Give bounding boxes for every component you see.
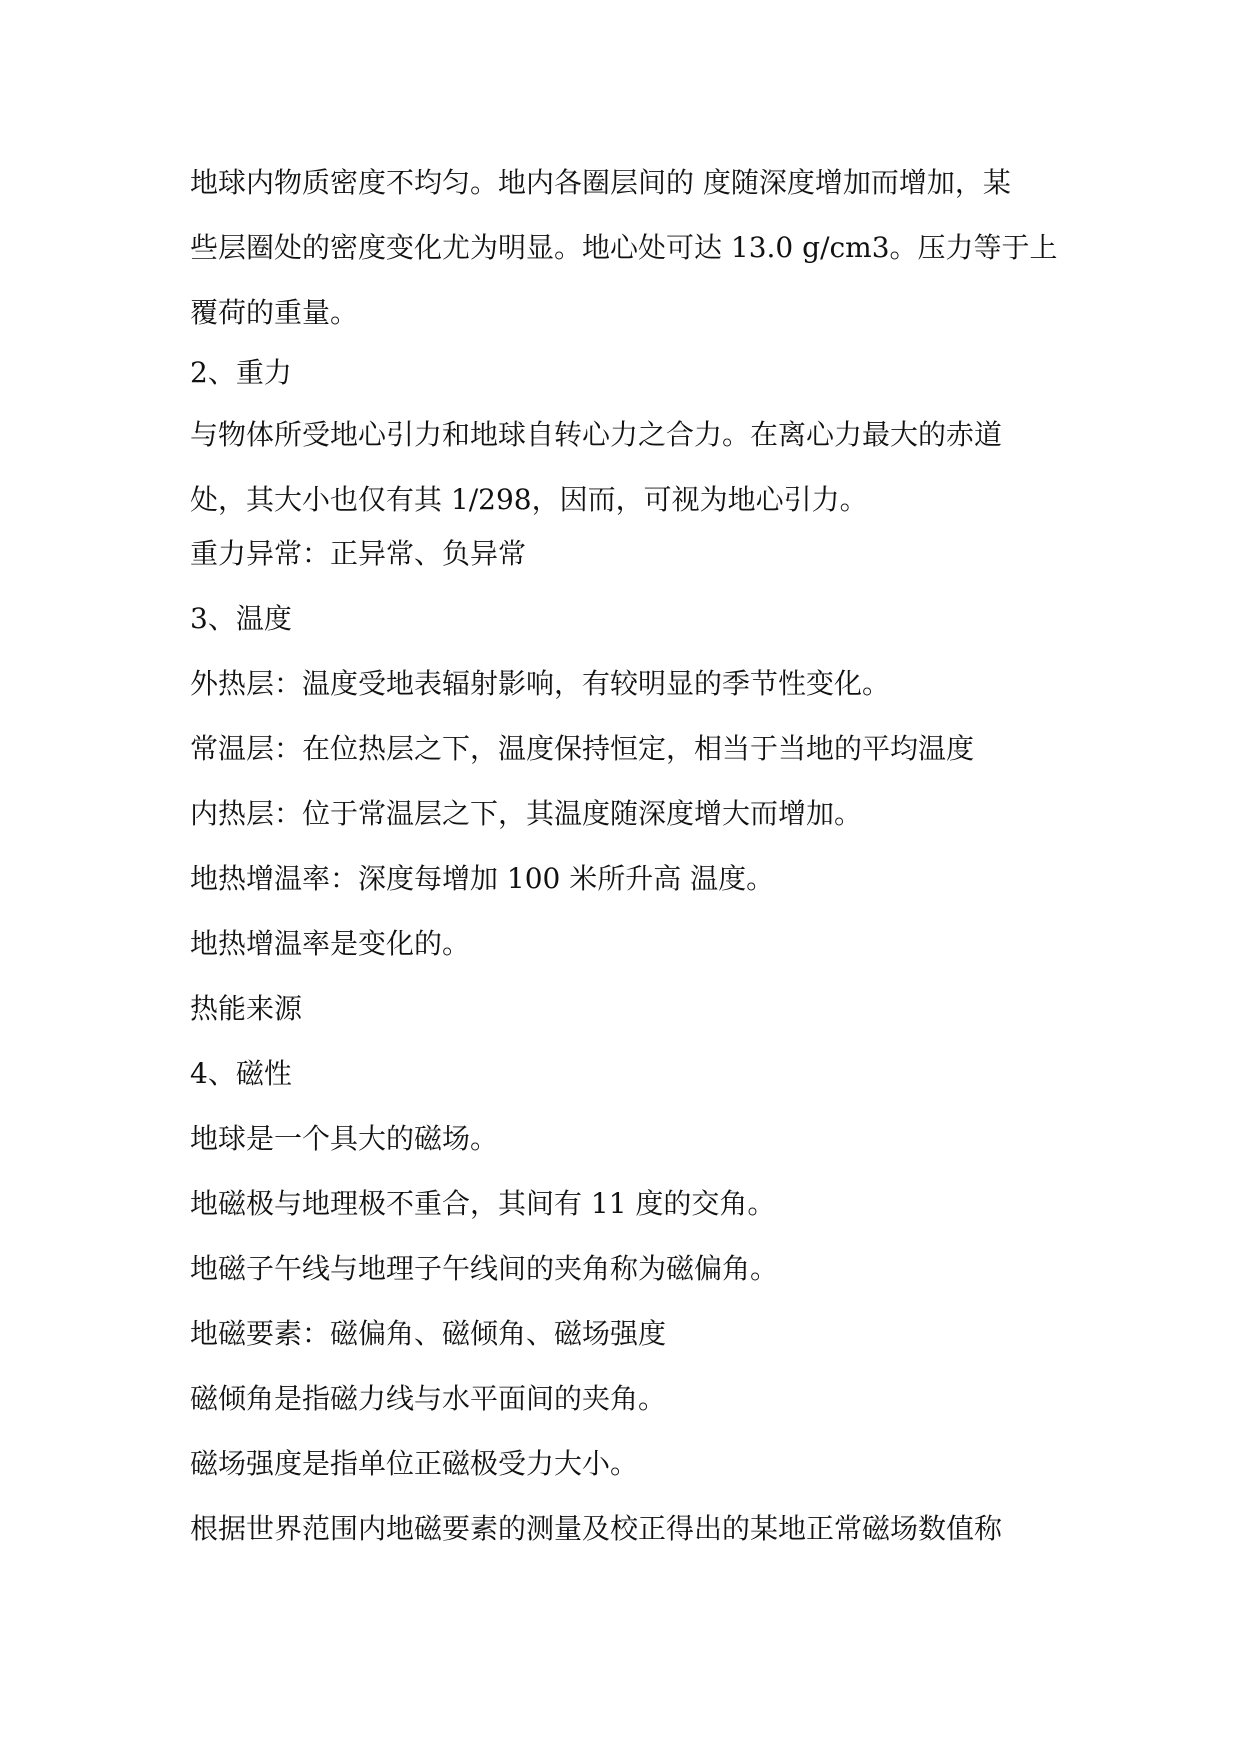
intensity-definition: 磁场强度是指单位正磁极受力大小。 bbox=[190, 1447, 639, 1480]
geomagnetic-elements: 地磁要素：磁偏角、磁倾角、磁场强度 bbox=[190, 1317, 667, 1350]
inclination-definition: 磁倾角是指磁力线与水平面间的夹角。 bbox=[190, 1382, 667, 1415]
geothermal-gradient-definition: 地热增温率：深度每增加 100 米所升高 温度。 bbox=[190, 862, 775, 895]
gravity-heading: 2、重力 bbox=[190, 356, 292, 389]
gravity-anomaly: 重力异常：正异常、负异常 bbox=[190, 537, 527, 570]
magnetic-field: 地球是一个具大的磁场。 bbox=[190, 1122, 499, 1155]
temperature-heading: 3、温度 bbox=[190, 602, 292, 635]
intro-line: 覆荷的重量。 bbox=[190, 296, 359, 329]
intro-paragraph bbox=[190, 150, 1070, 345]
intro-line: 地球内物质密度不均匀。地内各圈层间的 度随深度增加而增加，某 bbox=[190, 166, 1011, 199]
geothermal-gradient-note: 地热增温率是变化的。 bbox=[190, 927, 471, 960]
gravity-line: 处，其大小也仅有其 1/298，因而，可视为地心引力。 bbox=[190, 483, 868, 516]
document-body bbox=[190, 160, 1070, 1572]
heat-source: 热能来源 bbox=[190, 992, 303, 1025]
magnetic-poles: 地磁极与地理极不重合，其间有 11 度的交角。 bbox=[190, 1187, 776, 1220]
declination-definition: 地磁子午线与地理子午线间的夹角称为磁偏角。 bbox=[190, 1252, 779, 1285]
intro-line: 些层圈处的密度变化尤为明显。地心处可达 13.0 g/cm3。压力等于上 bbox=[190, 231, 1058, 264]
magnetism-heading: 4、磁性 bbox=[190, 1057, 292, 1090]
gravity-line: 与物体所受地心引力和地球自转心力之合力。在离心力最大的赤道 bbox=[190, 418, 1003, 451]
inner-heat-layer: 内热层：位于常温层之下，其温度随深度增大而增加。 bbox=[190, 797, 863, 830]
gravity-paragraph bbox=[190, 402, 1070, 532]
constant-temp-layer: 常温层：在位热层之下，温度保持恒定，相当于当地的平均温度 bbox=[190, 732, 975, 765]
normal-field-definition: 根据世界范围内地磁要素的测量及校正得出的某地正常磁场数值称 bbox=[190, 1512, 1003, 1545]
outer-heat-layer: 外热层：温度受地表辐射影响，有较明显的季节性变化。 bbox=[190, 667, 891, 700]
